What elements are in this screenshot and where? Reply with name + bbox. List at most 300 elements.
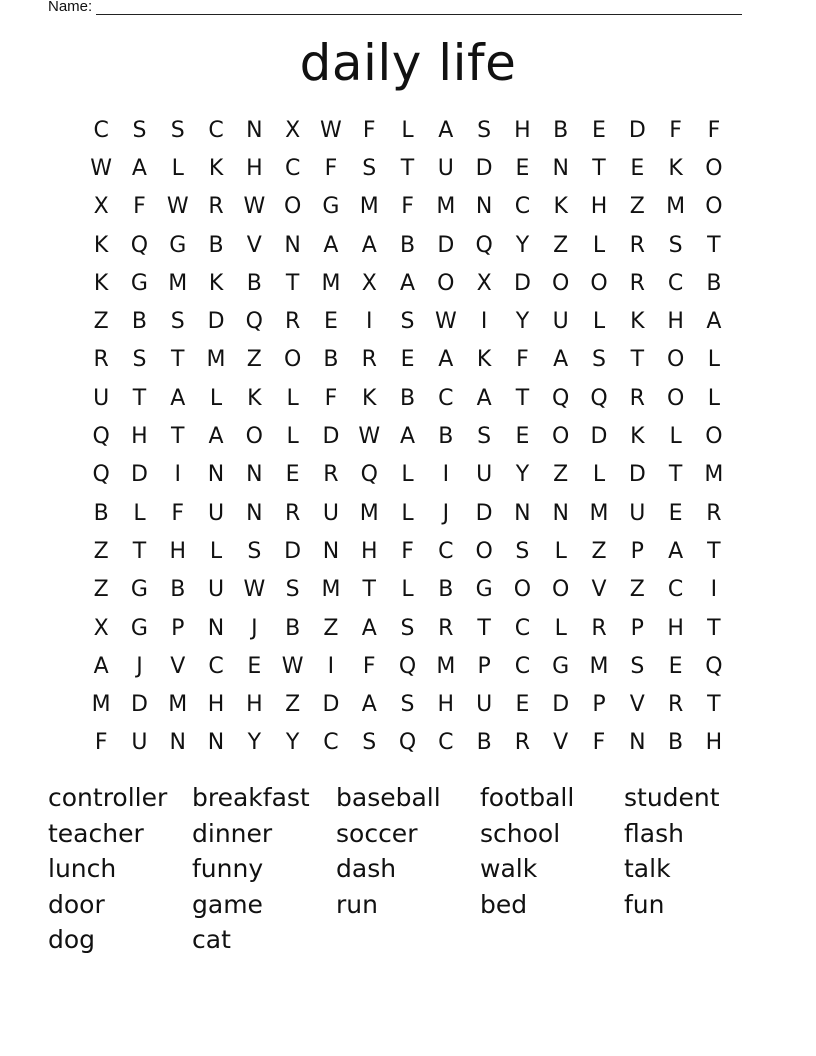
- grid-cell: O: [245, 424, 263, 450]
- grid-cell: D: [130, 692, 148, 718]
- grid-cell: A: [438, 117, 454, 143]
- grid-cell: L: [133, 500, 146, 526]
- grid-cell: K: [208, 155, 224, 181]
- grid-cell: O: [552, 270, 570, 296]
- grid-cell: T: [400, 155, 415, 181]
- name-underline[interactable]: [96, 0, 742, 15]
- grid-cell: J: [136, 653, 143, 679]
- word-list-item: school: [480, 818, 561, 848]
- grid-cell: N: [169, 730, 186, 756]
- grid-cell: N: [207, 615, 225, 641]
- grid-cell: C: [514, 653, 531, 679]
- grid-cell: R: [667, 692, 684, 718]
- grid-cell: T: [477, 615, 491, 641]
- grid-cell: T: [515, 385, 530, 411]
- grid-cell: R: [284, 500, 301, 526]
- grid-cell: X: [93, 615, 109, 641]
- grid-cell: R: [284, 309, 301, 335]
- grid-cell: H: [705, 730, 723, 756]
- grid-cell: B: [553, 117, 569, 143]
- grid-cell: E: [247, 653, 262, 679]
- grid-cell: R: [629, 270, 645, 296]
- grid-cell: A: [399, 424, 416, 450]
- grid-cell: O: [283, 194, 302, 220]
- grid-cell: F: [171, 500, 185, 526]
- grid-cell: O: [437, 270, 455, 296]
- grid-cell: F: [94, 730, 108, 756]
- grid-cell: K: [668, 155, 683, 181]
- grid-cell: X: [361, 270, 377, 296]
- grid-cell: U: [629, 500, 646, 526]
- grid-cell: Q: [475, 232, 493, 258]
- grid-cell: M: [91, 692, 111, 718]
- grid-cell: V: [246, 232, 262, 258]
- grid-cell: D: [130, 462, 148, 488]
- grid-cell: R: [323, 462, 339, 488]
- grid-cell: T: [285, 270, 300, 296]
- grid-cell: I: [174, 462, 181, 488]
- grid-cell: F: [401, 538, 414, 564]
- grid-cell: U: [207, 577, 225, 603]
- grid-cell: S: [285, 577, 300, 603]
- grid-cell: A: [170, 385, 186, 411]
- grid-cell: E: [323, 309, 338, 335]
- grid-cell: A: [476, 385, 492, 411]
- grid-cell: O: [666, 385, 685, 411]
- grid-cell: A: [706, 309, 722, 335]
- grid-cell: N: [207, 730, 225, 756]
- grid-cell: F: [362, 653, 376, 679]
- grid-cell: Y: [515, 309, 530, 335]
- grid-cell: P: [171, 615, 185, 641]
- word-list-item: fun: [624, 889, 665, 919]
- word-list-item: teacher: [48, 818, 144, 848]
- grid-cell: T: [171, 347, 185, 373]
- grid-cell: H: [437, 692, 455, 718]
- grid-cell: C: [284, 155, 301, 181]
- word-list-item: funny: [192, 854, 264, 883]
- grid-cell: L: [707, 385, 721, 411]
- grid-cell: M: [206, 347, 226, 373]
- grid-cell: C: [93, 117, 109, 143]
- grid-cell: E: [668, 500, 683, 526]
- grid-cell: O: [590, 270, 608, 296]
- grid-cell: L: [286, 385, 299, 411]
- grid-cell: A: [361, 692, 377, 718]
- grid-cell: S: [362, 730, 377, 756]
- grid-cell: T: [707, 538, 721, 564]
- grid-cell: Z: [93, 577, 109, 603]
- grid-cell: W: [90, 155, 113, 181]
- grid-cell: P: [630, 538, 644, 564]
- grid-cell: U: [207, 500, 225, 526]
- grid-cell: W: [243, 194, 266, 220]
- grid-cell: A: [208, 424, 224, 450]
- word-list-item: walk: [480, 854, 538, 883]
- grid-cell: H: [590, 194, 608, 220]
- grid-cell: A: [668, 538, 684, 564]
- grid-cell: T: [707, 692, 721, 718]
- grid-cell: K: [553, 194, 568, 220]
- word-list-item: cat: [192, 925, 231, 954]
- grid-cell: N: [284, 232, 301, 258]
- grid-cell: C: [438, 730, 454, 756]
- grid-cell: Z: [553, 462, 569, 488]
- grid-cell: N: [552, 500, 569, 526]
- grid-cell: Q: [360, 462, 378, 488]
- grid-cell: U: [476, 462, 493, 488]
- grid-cell: E: [630, 155, 645, 181]
- grid-cell: E: [515, 424, 530, 450]
- grid-cell: L: [554, 538, 567, 564]
- grid-cell: N: [246, 500, 263, 526]
- grid-cell: C: [438, 538, 454, 564]
- grid-cell: O: [552, 424, 570, 450]
- grid-cell: M: [168, 692, 188, 718]
- grid-cell: B: [438, 424, 454, 450]
- page-title: daily life: [299, 34, 517, 92]
- grid-cell: N: [552, 155, 569, 181]
- grid-cell: W: [358, 424, 381, 450]
- grid-cell: C: [438, 385, 454, 411]
- grid-cell: S: [132, 347, 147, 373]
- word-list-item: door: [48, 889, 105, 919]
- grid-cell: E: [285, 462, 300, 488]
- grid-cell: Q: [398, 730, 417, 756]
- grid-cell: D: [552, 692, 570, 718]
- grid-cell: J: [251, 615, 258, 641]
- grid-cell: G: [130, 270, 148, 296]
- name-label: Name:: [48, 0, 93, 15]
- grid-cell: E: [400, 347, 415, 373]
- grid-cell: L: [209, 538, 223, 564]
- grid-cell: M: [321, 270, 341, 296]
- grid-cell: R: [591, 615, 607, 641]
- grid-cell: L: [286, 424, 299, 450]
- grid-cell: H: [360, 538, 378, 564]
- grid-cell: A: [361, 615, 377, 641]
- grid-cell: R: [629, 232, 645, 258]
- grid-cell: H: [667, 309, 684, 335]
- grid-cell: M: [436, 653, 456, 679]
- grid-cell: O: [666, 347, 685, 373]
- grid-cell: D: [207, 309, 225, 335]
- grid-cell: T: [630, 347, 645, 373]
- grid-cell: V: [591, 577, 607, 603]
- grid-cell: U: [322, 500, 339, 526]
- grid-cell: K: [362, 385, 377, 411]
- grid-cell: Z: [93, 538, 109, 564]
- grid-cell: B: [285, 615, 301, 641]
- grid-cell: H: [169, 538, 187, 564]
- grid-cell: R: [629, 385, 645, 411]
- grid-cell: K: [208, 270, 224, 296]
- grid-cell: K: [247, 385, 262, 411]
- grid-cell: M: [436, 194, 456, 220]
- grid-cell: D: [475, 500, 493, 526]
- grid-cell: I: [442, 462, 450, 488]
- grid-cell: B: [399, 232, 416, 258]
- grid-cell: P: [477, 653, 491, 679]
- grid-cell: A: [131, 155, 147, 181]
- grid-cell: C: [208, 117, 224, 143]
- grid-cell: A: [438, 347, 454, 373]
- grid-cell: D: [628, 462, 646, 488]
- grid-cell: T: [362, 577, 376, 603]
- word-list-item: controller: [48, 783, 168, 812]
- grid-cell: G: [130, 577, 148, 603]
- grid-cell: F: [362, 117, 376, 143]
- grid-cell: Y: [515, 232, 530, 258]
- name-field[interactable]: [48, 0, 742, 15]
- grid-cell: Q: [245, 309, 263, 335]
- grid-cell: N: [246, 117, 263, 143]
- grid-cell: B: [323, 347, 339, 373]
- grid-cell: S: [592, 347, 606, 373]
- grid-cell: F: [401, 194, 414, 220]
- grid-cell: B: [93, 500, 109, 526]
- grid-cell: A: [399, 270, 416, 296]
- grid-cell: T: [132, 538, 147, 564]
- grid-cell: O: [705, 194, 723, 220]
- grid-cell: W: [434, 309, 457, 335]
- grid-cell: D: [513, 270, 531, 296]
- grid-cell: S: [132, 117, 147, 143]
- grid-cell: N: [322, 538, 340, 564]
- grid-cell: I: [365, 309, 373, 335]
- grid-cell: W: [281, 653, 304, 679]
- grid-cell: I: [710, 577, 718, 603]
- grid-cell: Q: [92, 462, 110, 488]
- grid-cell: U: [93, 385, 110, 411]
- grid-cell: B: [476, 730, 492, 756]
- word-list-item: bed: [480, 889, 528, 919]
- grid-cell: B: [208, 232, 224, 258]
- word-list-item: flash: [624, 818, 684, 848]
- grid-cell: L: [592, 309, 606, 335]
- grid-cell: E: [515, 692, 530, 718]
- grid-cell: C: [514, 615, 531, 641]
- grid-cell: S: [400, 692, 415, 718]
- grid-cell: M: [321, 577, 341, 603]
- grid-cell: L: [401, 500, 414, 526]
- grid-cell: R: [706, 500, 722, 526]
- grid-cell: U: [552, 309, 569, 335]
- grid-cell: M: [359, 194, 379, 220]
- grid-cell: W: [243, 577, 266, 603]
- grid-cell: V: [170, 653, 186, 679]
- grid-cell: Q: [705, 653, 723, 679]
- grid-cell: O: [705, 424, 723, 450]
- grid-cell: B: [399, 385, 416, 411]
- grid-cell: L: [401, 462, 414, 488]
- grid-cell: B: [438, 577, 454, 603]
- grid-cell: A: [93, 653, 109, 679]
- grid-cell: E: [592, 117, 606, 143]
- grid-cell: O: [705, 155, 723, 181]
- grid-cell: B: [131, 309, 147, 335]
- grid-cell: T: [707, 232, 721, 258]
- grid-cell: O: [552, 577, 570, 603]
- grid-cell: M: [704, 462, 724, 488]
- word-list-item: dash: [336, 854, 397, 883]
- grid-cell: E: [515, 155, 530, 181]
- grid-cell: G: [475, 577, 493, 603]
- grid-cell: M: [359, 500, 379, 526]
- grid-cell: R: [93, 347, 109, 373]
- grid-cell: A: [553, 347, 569, 373]
- word-list-item: game: [192, 889, 263, 919]
- grid-cell: Q: [590, 385, 608, 411]
- grid-cell: I: [327, 653, 335, 679]
- grid-cell: L: [209, 385, 223, 411]
- grid-cell: Z: [246, 347, 262, 373]
- word-list: [48, 780, 768, 958]
- grid-cell: F: [324, 155, 338, 181]
- grid-cell: S: [400, 309, 415, 335]
- grid-cell: D: [322, 692, 340, 718]
- grid-cell: V: [553, 730, 569, 756]
- grid-cell: L: [401, 577, 414, 603]
- grid-cell: F: [516, 347, 529, 373]
- grid-cell: J: [442, 500, 450, 526]
- grid-cell: R: [208, 194, 224, 220]
- grid-cell: X: [93, 194, 109, 220]
- grid-cell: F: [324, 385, 338, 411]
- word-list-item: soccer: [336, 818, 418, 848]
- grid-cell: Z: [591, 538, 607, 564]
- grid-cell: C: [667, 577, 684, 603]
- grid-cell: Q: [552, 385, 570, 411]
- grid-cell: N: [246, 462, 263, 488]
- grid-cell: K: [630, 424, 645, 450]
- grid-cell: K: [93, 232, 109, 258]
- grid-cell: H: [131, 424, 148, 450]
- grid-cell: M: [589, 500, 609, 526]
- grid-cell: H: [207, 692, 225, 718]
- word-list-item: lunch: [48, 854, 117, 883]
- letter-grid: [82, 111, 733, 762]
- grid-cell: D: [322, 424, 340, 450]
- grid-cell: Y: [285, 730, 300, 756]
- word-list-item: student: [624, 783, 720, 812]
- grid-cell: K: [630, 309, 645, 335]
- grid-cell: Q: [398, 653, 417, 679]
- grid-cell: D: [437, 232, 455, 258]
- grid-cell: D: [284, 538, 302, 564]
- grid-cell: L: [707, 347, 721, 373]
- grid-cell: V: [629, 692, 645, 718]
- grid-cell: L: [401, 117, 414, 143]
- grid-cell: X: [285, 117, 301, 143]
- grid-cell: T: [171, 424, 185, 450]
- grid-cell: A: [361, 232, 377, 258]
- grid-cell: O: [283, 347, 302, 373]
- grid-cell: B: [706, 270, 722, 296]
- word-list-item: breakfast: [192, 783, 310, 812]
- word-list-item: run: [336, 889, 378, 919]
- grid-cell: H: [246, 155, 263, 181]
- grid-cell: Z: [93, 309, 109, 335]
- grid-cell: M: [589, 653, 609, 679]
- grid-cell: U: [131, 730, 148, 756]
- grid-cell: S: [668, 232, 683, 258]
- grid-cell: S: [515, 538, 530, 564]
- grid-cell: Z: [285, 692, 301, 718]
- grid-cell: P: [630, 615, 644, 641]
- grid-cell: L: [554, 615, 567, 641]
- word-list-item: dinner: [192, 818, 273, 848]
- grid-cell: O: [513, 577, 532, 603]
- grid-cell: B: [246, 270, 262, 296]
- grid-cell: N: [514, 500, 531, 526]
- grid-cell: N: [207, 462, 225, 488]
- grid-cell: R: [438, 615, 454, 641]
- grid-cell: C: [667, 270, 684, 296]
- word-list-item: football: [480, 783, 575, 812]
- grid-cell: T: [592, 155, 606, 181]
- grid-cell: P: [592, 692, 606, 718]
- grid-cell: G: [130, 615, 148, 641]
- grid-cell: F: [707, 117, 721, 143]
- grid-cell: L: [669, 424, 682, 450]
- grid-cell: Q: [130, 232, 149, 258]
- grid-cell: R: [361, 347, 377, 373]
- grid-cell: H: [514, 117, 531, 143]
- grid-cell: S: [170, 117, 185, 143]
- grid-cell: H: [246, 692, 263, 718]
- grid-cell: E: [668, 653, 683, 679]
- grid-cell: D: [590, 424, 608, 450]
- grid-cell: X: [476, 270, 492, 296]
- grid-cell: L: [592, 462, 606, 488]
- grid-cell: G: [552, 653, 570, 679]
- grid-cell: B: [668, 730, 684, 756]
- grid-cell: Y: [247, 730, 262, 756]
- grid-cell: T: [668, 462, 683, 488]
- grid-cell: C: [323, 730, 339, 756]
- grid-cell: W: [320, 117, 342, 143]
- grid-cell: C: [208, 653, 224, 679]
- grid-cell: T: [707, 615, 721, 641]
- grid-cell: N: [475, 194, 493, 220]
- grid-cell: U: [437, 155, 454, 181]
- grid-cell: Y: [515, 462, 530, 488]
- grid-cell: K: [93, 270, 109, 296]
- grid-cell: F: [669, 117, 682, 143]
- grid-cell: S: [400, 615, 415, 641]
- grid-cell: S: [247, 538, 262, 564]
- grid-cell: Z: [323, 615, 339, 641]
- word-list-item: dog: [48, 925, 96, 954]
- grid-cell: S: [630, 653, 645, 679]
- grid-cell: H: [667, 615, 684, 641]
- grid-cell: S: [477, 424, 492, 450]
- grid-cell: Z: [629, 577, 645, 603]
- grid-cell: L: [592, 232, 606, 258]
- grid-cell: Z: [629, 194, 645, 220]
- grid-cell: I: [480, 309, 488, 335]
- grid-cell: B: [170, 577, 186, 603]
- grid-cell: S: [170, 309, 185, 335]
- grid-cell: G: [169, 232, 187, 258]
- grid-cell: Q: [92, 424, 110, 450]
- grid-cell: N: [629, 730, 646, 756]
- grid-cell: M: [168, 270, 188, 296]
- grid-cell: L: [171, 155, 184, 181]
- grid-cell: D: [475, 155, 493, 181]
- grid-cell: S: [477, 117, 492, 143]
